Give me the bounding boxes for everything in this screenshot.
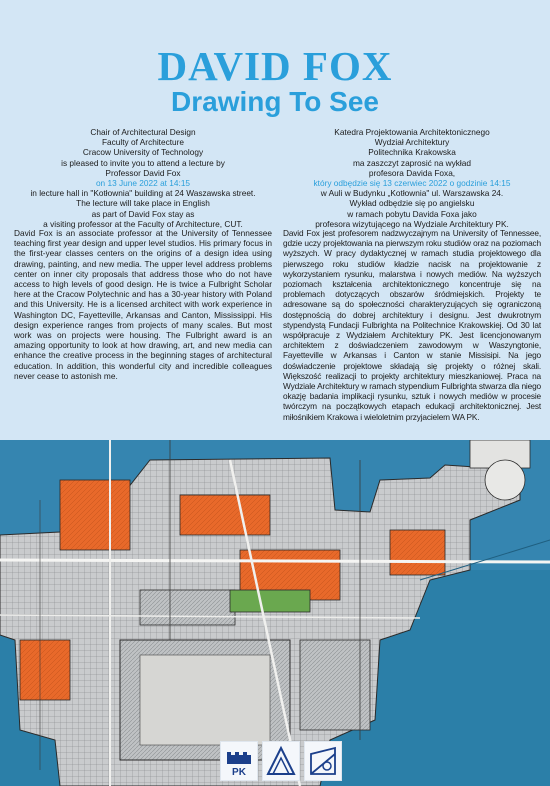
invitation-pl-line: w Auli w Budynku „Kotłownia" ul. Warszawska 24. bbox=[320, 188, 504, 199]
invitation-en-line: Professor David Fox bbox=[105, 167, 181, 178]
invitation-en-line: a visiting professor at the Faculty of Architecture, CUT. bbox=[43, 218, 243, 229]
lecture-date-en: on 13 June 2022 at 14:15 bbox=[95, 178, 191, 189]
invitation-en-line: in lecture hall in "Kotłownia" building at 24 Waszawska street. bbox=[30, 188, 256, 199]
poster-subtitle: Drawing To See bbox=[171, 86, 379, 117]
invitation-pl-line: ma zaszczyt zaprosić na wykład bbox=[352, 157, 472, 168]
faculty-emblem-icon bbox=[265, 744, 297, 778]
logo-strip bbox=[220, 741, 342, 781]
architectural-drawing bbox=[0, 440, 550, 786]
invitation-pl-line: Wykład odbędzie się po angielsku bbox=[349, 198, 475, 209]
department-logo bbox=[304, 741, 342, 781]
pk-castle-icon bbox=[223, 744, 255, 778]
invitation-en-line: as part of David Fox stay as bbox=[91, 208, 195, 219]
invitation-en-line: Faculty of Architecture bbox=[101, 137, 185, 148]
invitation-en-line: The lecture will take place in English bbox=[76, 198, 210, 209]
biography-en: David Fox is an associate professor at the University of Tennessee teaching first year design and upper level studios. His primary focus in the first-year classes centers on the origins of a design idea using drawing, painting, and new media. The upper level address problems center on inner city proposals that address those who do not have access to high levels of good design. He is twice a Fulbright Scholar here at the Cracow Polytechnic and has a 30-year history with Poland and this University. He is a licensed architect with work experience in Washington DC, Fayetteville, Arkansas and Canton, Mississippi. His design experience ranges from projects of many scales. But most work was on projects were housing. The Fulbright award is an amazing opportunity to look at how drawing, art, and new media can enhance the creative process in the beginning stages of architectural education. In addition, this wonderful city and incredible colleagues never cease to astonish me. bbox=[14, 228, 272, 381]
invitation-en-line: Chair of Architectural Design bbox=[90, 127, 196, 137]
invitation-pl bbox=[283, 127, 541, 229]
biography-pl: David Fox jest profesorem nadzwyczajnym na University of Tennessee, gdzie uczy projektowania na pierwszym roku studiów oraz na poziomach wyższych. W pracy dydaktycznej w ramach studia projektowego dla pierwszego roku studiów kładzie nacisk na projektowanie z wykorzystaniem rysunku, malarstwa i nowych mediów. Na wyższych poziomach kształcenia architektonicznego koncentruje się na problemach dotyczących obszarów śródmiejskich. Projekty te adresowane są do społeczności charakteryzujących się ograniczoną dostępnością do dobrej architektury i designu. Jest dwukrotnym stypendystą Fundacji Fulbrighta na Politechnice Krakowskiej. Od 30 lat współpracuje z Wydziałem Architektury PK. Jest licencjonowanym architektem z doświadczeniem zawodowym w Waszyngtonie, Fayetteville w Arkansas i Canton w stanie Missisipi. Na jego doświadczenie projektowe składają się projekty o różnej skali. Większość realizacji to projekty architektury mieszkaniowej. Praca na Wydziale Architektury w ramach stypendium Fulbrighta stwarza dla niego okazję badania implikacji rysunku, sztuk i nowych mediów w procesie twórczym na początkowych etapach edukacji architektonicznej. Jest miłośnikiem Krakowa i wieloletnim przyjacielem WA PK. bbox=[283, 228, 541, 422]
pk-logo-text: PK bbox=[232, 767, 246, 778]
green-park bbox=[230, 590, 310, 612]
invitation-pl-line: Wydział Architektury bbox=[374, 137, 450, 148]
pk-logo bbox=[220, 741, 258, 781]
invitation-en-line: Cracow University of Technology bbox=[82, 147, 204, 158]
invitation-pl-line: profesora Davida Foxa, bbox=[368, 167, 456, 178]
faculty-logo bbox=[262, 741, 300, 781]
invitation-en bbox=[14, 127, 272, 229]
invitation-pl-line: profesora wizytującego na Wydziale Architektury PK. bbox=[315, 218, 509, 229]
invitation-pl-line: w ramach pobytu Davida Foxa jako bbox=[347, 208, 477, 219]
poster-title: DAVID FOX bbox=[157, 43, 393, 89]
invitation-pl-line: Katedra Projektowania Architektonicznego bbox=[334, 127, 490, 137]
invitation-pl-line: Politechnika Krakowska bbox=[368, 147, 456, 158]
lecture-date-pl: który odbędzie się 13 czerwiec 2022 o godzinie 14:15 bbox=[313, 178, 511, 189]
department-emblem-icon bbox=[307, 744, 339, 778]
invitation-en-line: is pleased to invite you to attend a lecture by bbox=[61, 157, 225, 168]
